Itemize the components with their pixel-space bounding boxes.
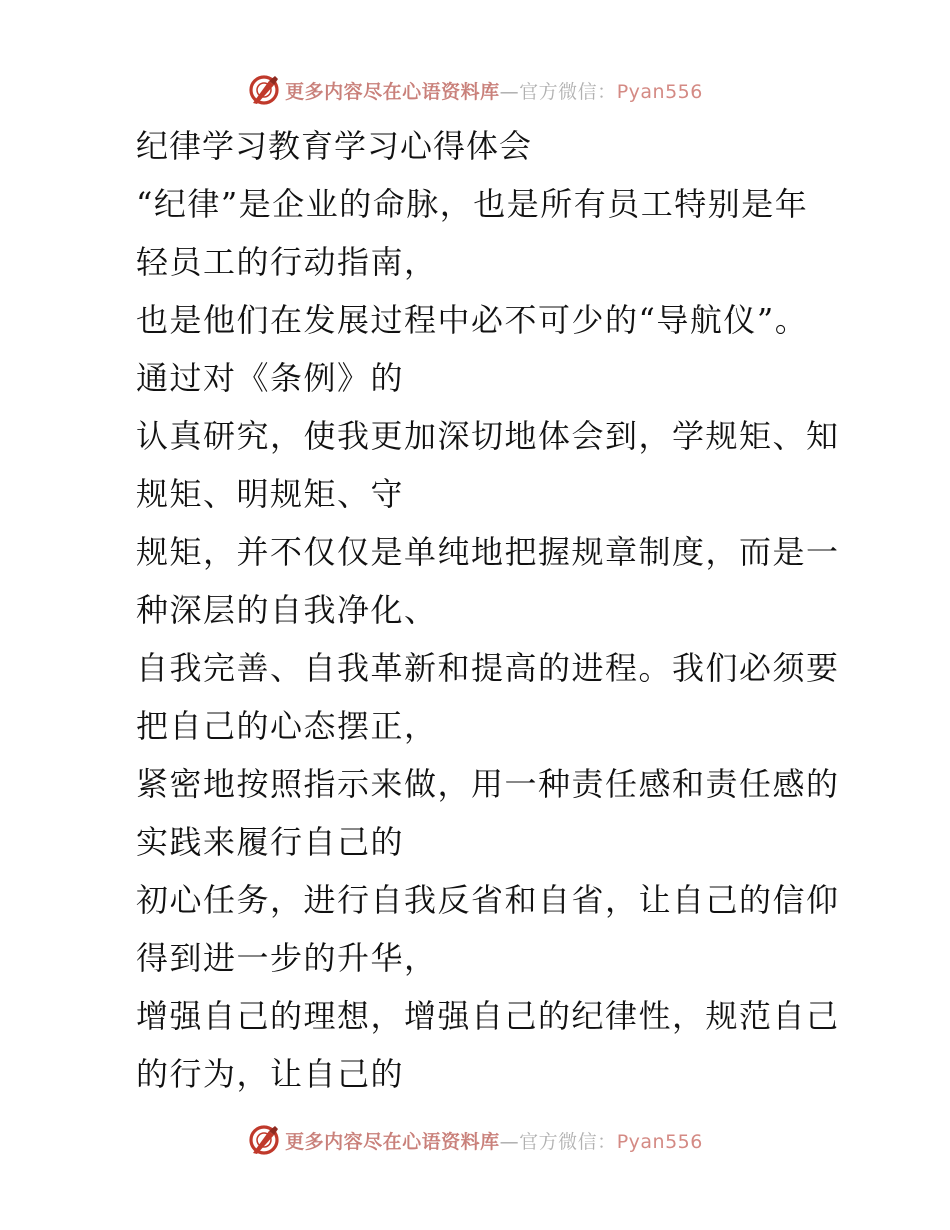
- watermark-wechat-id: Pyan556: [616, 80, 703, 103]
- watermark-wechat-label: 官方微信：: [519, 1130, 617, 1153]
- footer-watermark: [0, 1120, 950, 1160]
- paragraph-line: 紧密地按照指示来做，用一种责任感和责任感的: [136, 765, 840, 803]
- body-paragraph: [98, 755, 858, 871]
- body-paragraph: [98, 871, 858, 987]
- document-title: 纪律学习教育学习心得体会: [136, 127, 533, 165]
- paragraph-line: 规矩，并不仅仅是单纯地把握规章制度，而是一: [136, 533, 840, 571]
- fountain-pen-logo-icon: [247, 1123, 281, 1157]
- paragraph-line: 自我完善、自我革新和提高的进程。我们必须要: [136, 649, 840, 687]
- fountain-pen-logo-icon: [247, 73, 281, 107]
- watermark-separator: —: [499, 1130, 520, 1153]
- paragraph-line: 实践来履行自己的: [136, 823, 405, 861]
- paragraph-line: 种深层的自我净化、: [136, 591, 438, 629]
- watermark-separator: —: [499, 80, 520, 103]
- paragraph-line: 也是他们在发展过程中必不可少的“导航仪”。: [136, 301, 809, 339]
- watermark-site: 更多内容尽在心语资料库: [285, 80, 500, 103]
- body-paragraph: [98, 523, 858, 639]
- paragraph-line: 轻员工的行动指南，: [136, 243, 438, 281]
- body-paragraph: [98, 291, 858, 407]
- watermark-text: [285, 1127, 703, 1154]
- watermark-wechat-id: Pyan556: [616, 1130, 703, 1153]
- watermark-text: [285, 77, 703, 104]
- body-paragraph: [98, 639, 858, 755]
- document-body: [98, 117, 858, 1103]
- paragraph-line: “纪律”是企业的命脉，也是所有员工特别是年: [136, 185, 809, 223]
- paragraph-line: 认真研究，使我更加深切地体会到，学规矩、知: [136, 417, 840, 455]
- paragraph-line: 把自己的心态摆正，: [136, 707, 438, 745]
- paragraph-line: 的行为，让自己的: [136, 1055, 405, 1093]
- body-paragraph: [98, 175, 858, 291]
- paragraph-line: 规矩、明规矩、守: [136, 475, 405, 513]
- body-paragraph: [98, 407, 858, 523]
- paragraph-line: 通过对《条例》的: [136, 359, 405, 397]
- paragraph-list: [98, 175, 858, 1103]
- body-paragraph: [98, 987, 858, 1103]
- watermark-site: 更多内容尽在心语资料库: [285, 1130, 500, 1153]
- paragraph-line: 得到进一步的升华，: [136, 939, 438, 977]
- paragraph-line: 增强自己的理想，增强自己的纪律性，规范自己: [136, 997, 840, 1035]
- watermark-wechat-label: 官方微信：: [519, 80, 617, 103]
- paragraph-line: 初心任务，进行自我反省和自省，让自己的信仰: [136, 881, 840, 919]
- header-watermark: [0, 70, 950, 110]
